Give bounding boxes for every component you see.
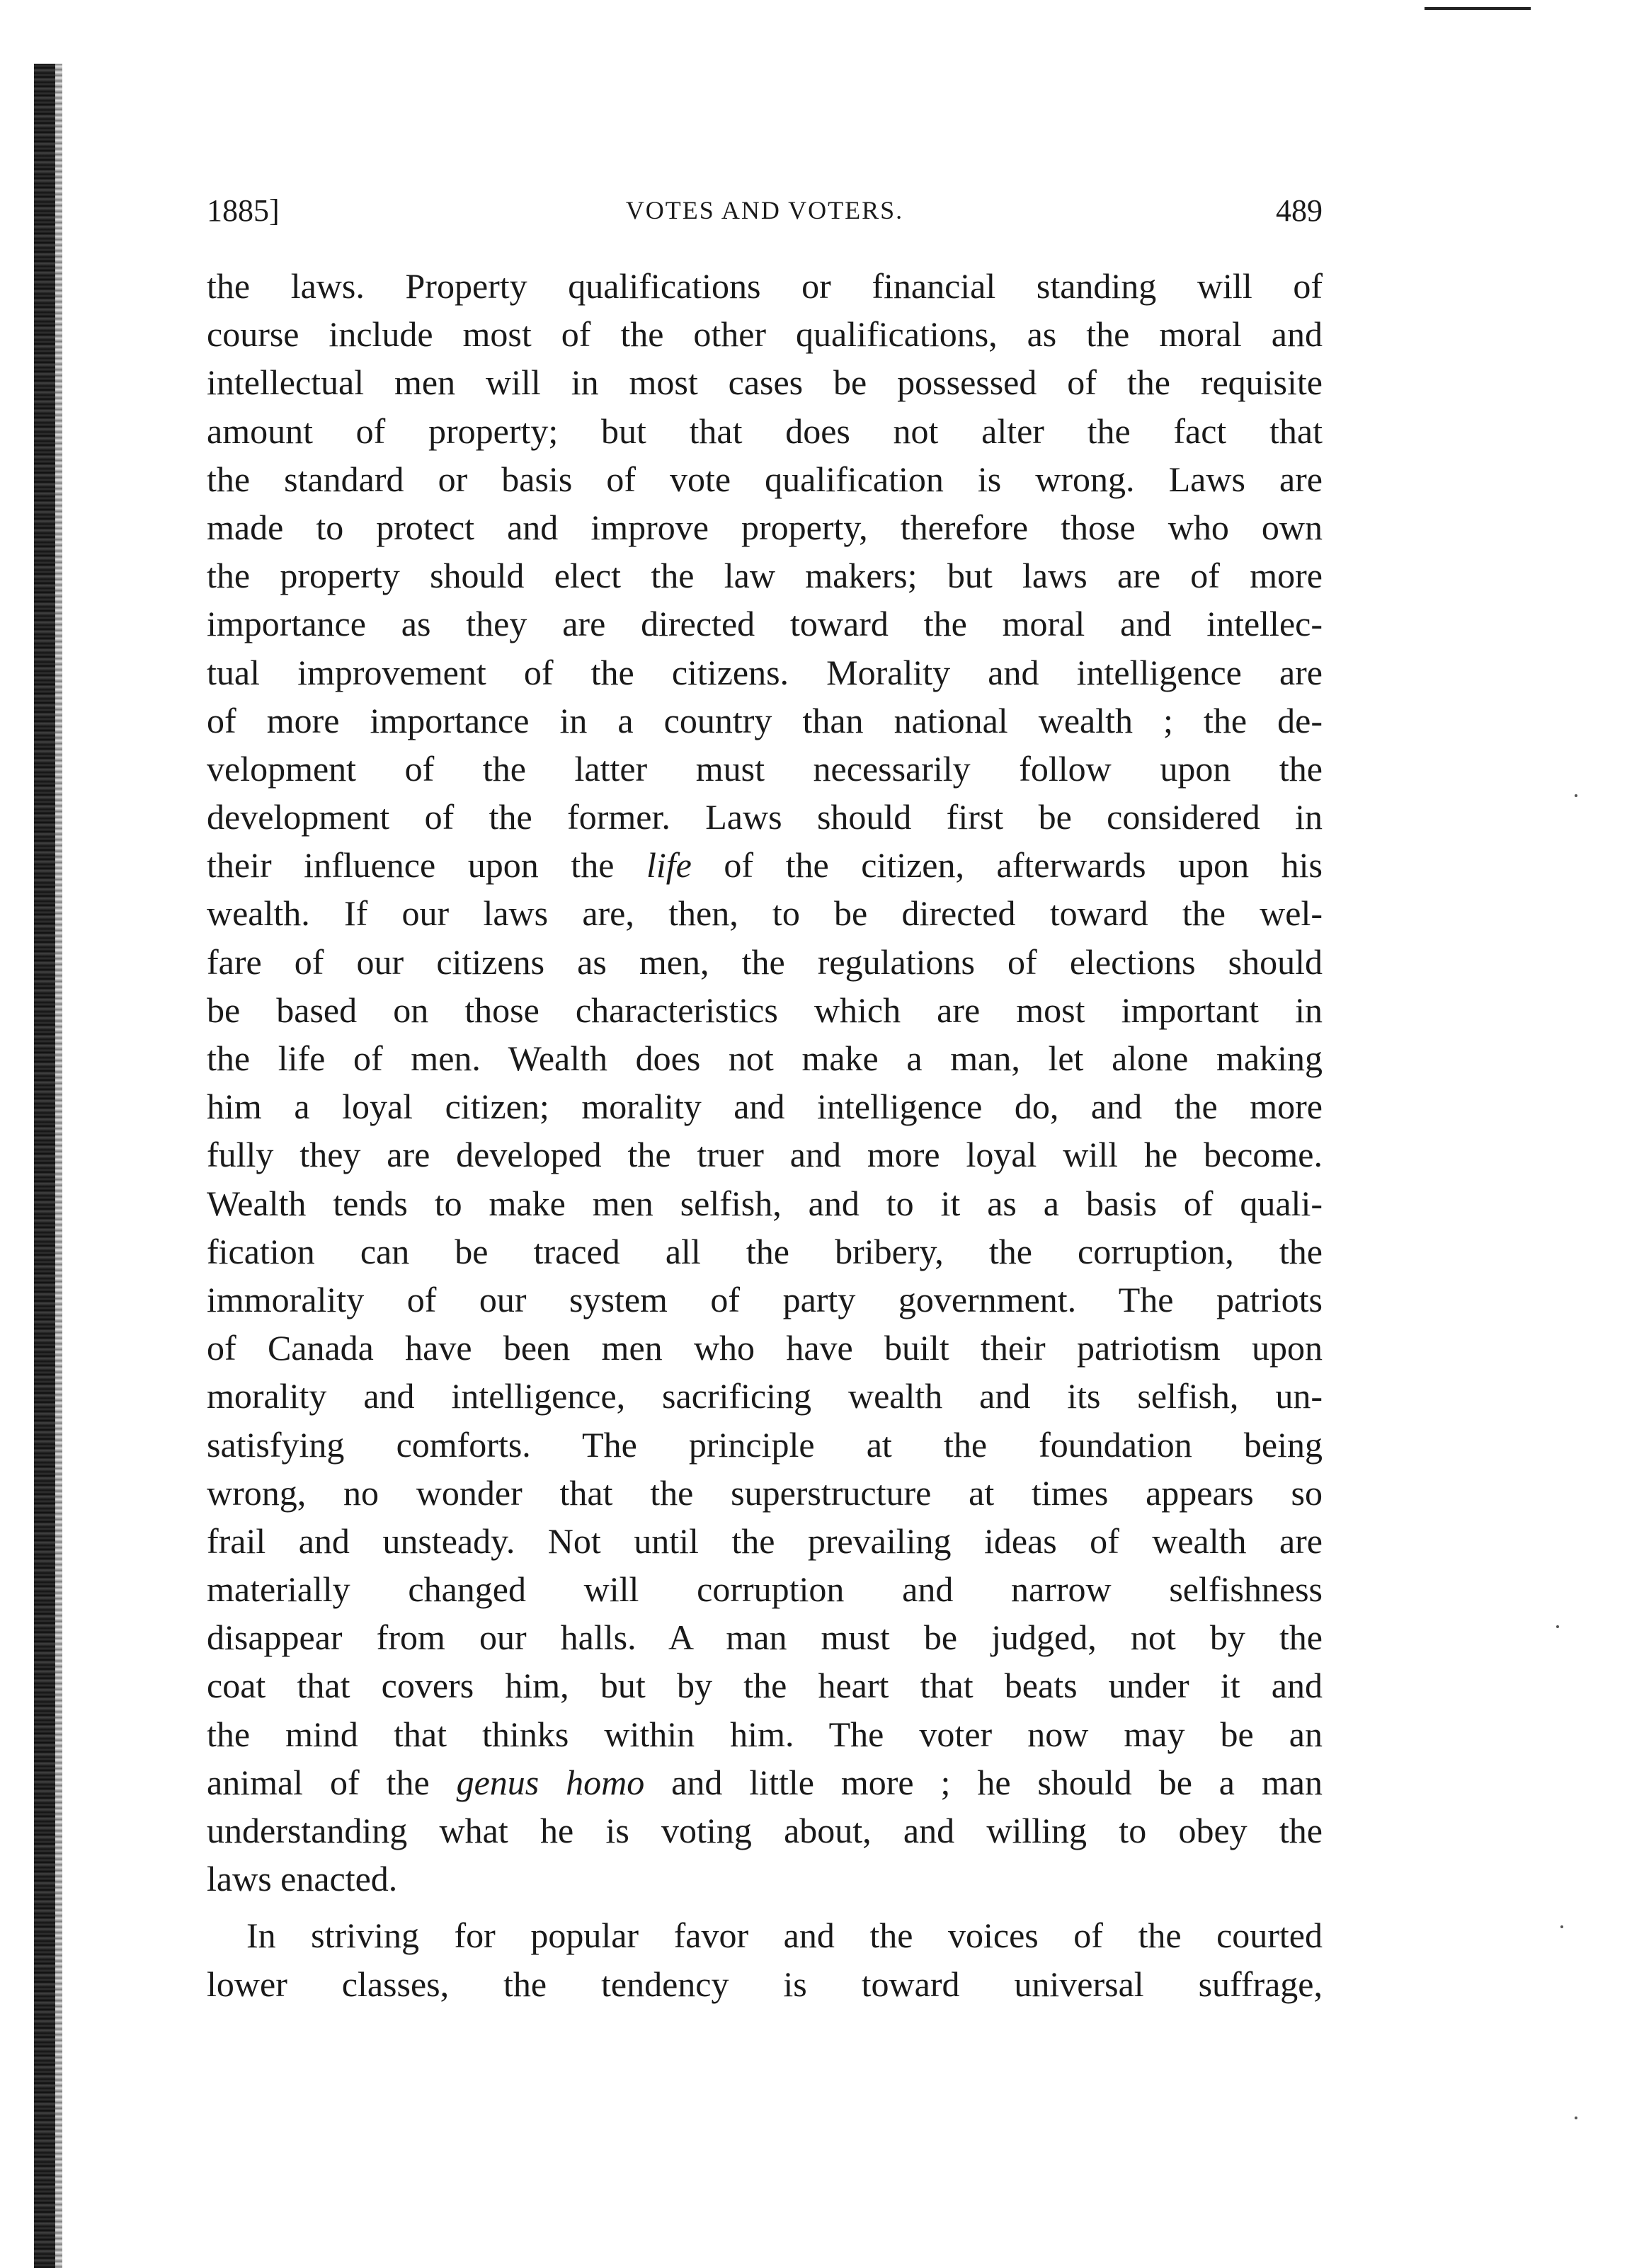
text-line: intellectual men will in most cases be possessed of the requisite (207, 362, 1323, 403)
text-line: wealth. If our laws are, then, to be directed toward the wel- (207, 893, 1323, 934)
scan-speck (1556, 1625, 1559, 1628)
text-line: made to protect and improve property, therefore those who own (207, 507, 1323, 547)
text-line: amount of property; but that does not alter the fact that (207, 411, 1323, 451)
scan-speck (1575, 794, 1577, 797)
running-head-year: 1885] (207, 193, 280, 228)
text-line: coat that covers him, but by the heart that beats under it and (207, 1666, 1323, 1706)
text-line: disappear from our halls. A man must be judged, not by the (207, 1617, 1323, 1658)
text-line: tual improvement of the citizens. Morality and intelligence are (207, 652, 1323, 692)
text-line: of more importance in a country than national wealth ; the de- (207, 700, 1323, 740)
paragraph-gap (207, 1903, 1323, 1911)
text-line: importance as they are directed toward the moral and intellec- (207, 604, 1323, 644)
text-line: course include most of the other qualifications, as the moral and (207, 314, 1323, 355)
text-line: lower classes, the tendency is toward universal suffrage, (207, 1964, 1323, 2004)
running-head-title: VOTES AND VOTERS. (625, 196, 904, 224)
text-line: the property should elect the law makers; but laws are of more (207, 556, 1323, 596)
text-line: animal of the genus homo and little more ; he should be a man (207, 1762, 1323, 1802)
text-line: fication can be traced all the bribery, the corruption, the (207, 1231, 1323, 1271)
paragraph (207, 262, 1323, 1903)
text-line: materially changed will corruption and narrow selfishness (207, 1569, 1323, 1610)
text-line: In striving for popular favor and the voices of the courted (246, 1915, 1323, 1956)
text-line: their influence upon the life of the citizen, afterwards upon his (207, 845, 1323, 886)
text-line: the life of men. Wealth does not make a man, let alone making (207, 1038, 1323, 1078)
text-line: him a loyal citizen; morality and intelligence do, and the more (207, 1087, 1323, 1127)
text-line: fully they are developed the truer and more loyal will he become. (207, 1135, 1323, 1175)
body-text (207, 262, 1323, 2008)
binding-edge (34, 64, 55, 2268)
scan-speck (1560, 1925, 1563, 1928)
text-line: fare of our citizens as men, the regulations of elections should (207, 941, 1323, 982)
text-line: Wealth tends to make men selfish, and to it as a basis of quali- (207, 1183, 1323, 1223)
text-line: the laws. Property qualifications or financial standing will of (207, 266, 1323, 306)
text-line: be based on those characteristics which are most important in (207, 990, 1323, 1030)
text-line: immorality of our system of party government. The patriots (207, 1279, 1323, 1319)
text-line: morality and intelligence, sacrificing wealth and its selfish, un- (207, 1376, 1323, 1416)
text-line: development of the former. Laws should first be considered in (207, 797, 1323, 837)
text-line: laws enacted. (207, 1859, 398, 1899)
text-line: the standard or basis of vote qualification is wrong. Laws are (207, 459, 1323, 499)
text-line: frail and unsteady. Not until the prevailing ideas of wealth are (207, 1520, 1323, 1561)
text-line: wrong, no wonder that the superstructure at times appears so (207, 1472, 1323, 1513)
text-line: of Canada have been men who have built their patriotism upon (207, 1328, 1323, 1368)
text-line: satisfying comforts. The principle at the foundation being (207, 1424, 1323, 1465)
scan-rule (1425, 7, 1531, 10)
paragraph (207, 1911, 1323, 2008)
running-head (207, 193, 1323, 235)
text-line: understanding what he is voting about, and willing to obey the (207, 1811, 1323, 1850)
text-line: velopment of the latter must necessarily follow upon the (207, 748, 1323, 789)
page-number: 489 (1276, 193, 1323, 228)
text-line: the mind that thinks within him. The voter now may be an (207, 1714, 1323, 1754)
scan-speck (1575, 2117, 1577, 2119)
